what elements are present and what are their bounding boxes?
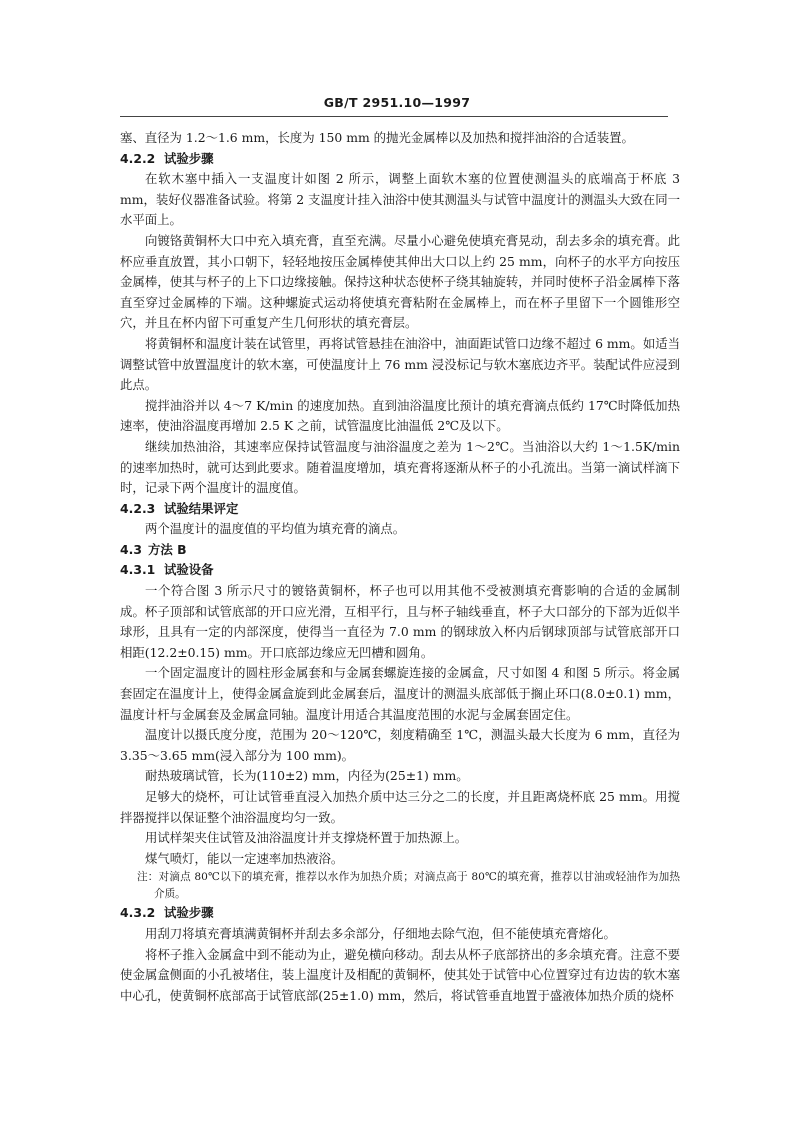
section-title: 试验结果评定 <box>164 500 239 516</box>
paragraph: 在软木塞中插入一支温度计如图 2 所示，调整上面软木塞的位置使测温头的底端高于杯底 3 mm，装好仪器准备试验。将第 2 支温度计挂入油浴中使其测温头与试管中温度计的测温头大致在同一水平面上。 <box>120 171 680 228</box>
paragraph: 用刮刀将填充膏填满黄铜杯并刮去多余部分，仔细地去除气泡，但不能使填充膏熔化。 <box>145 925 616 941</box>
section-heading-4-3 <box>120 540 680 561</box>
section-number: 4.2.3 <box>120 500 156 516</box>
paragraph-continuation: 塞、直径为 1.2～1.6 mm，长度为 150 mm 的抛光金属棒以及加热和搅拌油浴的合适装置。 <box>120 130 634 145</box>
page-header-standard-number: GB/T 2951.10—1997 <box>323 95 471 110</box>
paragraph: 一个固定温度计的圆柱形金属套和与金属套螺旋连接的金属盒，尺寸如图 4 和图 5 所示。将金属套固定在温度计上，使得金属盒旋到此金属套后，温度计的测温头底部低于搁止环口(8.0±0.1) mm，温度计杆与金属套及金属盒同轴。温度计用适合其温度范围的水泥与金属套固定住。 <box>120 665 680 722</box>
paragraph: 将黄铜杯和温度计装在试管里，再将试管悬挂在油浴中，油面距试管口边缘不超过 6 mm。如适当调整试管中放置温度计的软木塞，可使温度计上 76 mm 浸没标记与软木塞底边齐平。装配试件应浸到此点。 <box>120 335 680 393</box>
document-body <box>120 128 680 1006</box>
section-heading-4-3-1 <box>120 560 680 581</box>
paragraph: 用试样架夹住试管及油浴温度计并支撑烧杯置于加热源上。 <box>145 830 468 846</box>
paragraph: 耐热玻璃试管，长为(110±2) mm，内径为(25±1) mm。 <box>145 768 469 784</box>
section-number: 4.3 <box>120 541 142 557</box>
paragraph: 足够大的烧杯，可让试管垂直浸入加热介质中达三分之二的长度，并且距离烧杯底 25 mm。用搅拌器搅拌以保证整个油浴温度均匀一致。 <box>120 789 680 825</box>
section-heading-4-2-3 <box>120 499 680 520</box>
paragraph: 向镀铬黄铜杯大口中充入填充膏，直至充满。尽量小心避免使填充膏晃动，刮去多余的填充膏。此杯应垂直放置，其小口朝下，轻轻地按压金属棒使其伸出大口以上约 25 mm，向杯子的水平方向按压金属棒，使其与杯子的上下口边缘接触。保持这种状态使杯子绕其轴旋转，并同时使杯子沿金属棒下落直至穿过金属棒的下端。这种螺旋式运动将使填充膏粘附在金属棒上，而在杯子里留下一个圆锥形空穴，并且在杯内留下可重复产生几何形状的填充膏层。 <box>120 232 680 331</box>
note: 注：对滴点 80℃以下的填充膏，推荐以水作为加热介质；对滴点高于 80℃的填充膏，推荐以甘油或轻油作为加热介质。 <box>137 871 680 901</box>
paragraph: 煤气喷灯，能以一定速率加热液浴。 <box>145 850 344 866</box>
paragraph: 继续加热油浴，其速率应保持试管温度与油浴温度之差为 1～2℃。当油浴以大约 1～1.5K/min 的速率加热时，就可达到此要求。随着温度增加，填充膏将逐渐从杯子的小孔流出。当第一滴试样滴下时，记录下两个温度计的温度值。 <box>120 438 680 496</box>
paragraph: 温度计以摄氏度分度，范围为 20～120℃，刻度精确至 1℃，测温头最大长度为 6 mm，直径为 3.35～3.65 mm(浸入部分为 100 mm)。 <box>120 727 680 763</box>
section-number: 4.3.2 <box>120 905 156 921</box>
paragraph: 搅拌油浴并以 4～7 K/min 的速度加热。直到油浴温度比预计的填充膏滴点低约 17℃时降低加热速率，使油浴温度再增加 2.5 K 之前，试管温度比油温低 2℃及以下。 <box>120 397 680 434</box>
section-heading-4-3-2 <box>120 903 680 924</box>
section-number: 4.3.1 <box>120 562 156 578</box>
section-number: 4.2.2 <box>120 150 156 166</box>
paragraph: 一个符合图 3 所示尺寸的镀铬黄铜杯，杯子也可以用其他不受被测填充膏影响的合适的金属制成。杯子顶部和试管底部的开口应光滑，互相平行，且与杯子轴线垂直，杯子大口部分的下部为近似半球形，且具有一定的内部深度，使得当一直径为 7.0 mm 的钢球放入杯内后钢球顶部与试管底部开口相距(12.2±0.15) mm。开口底部边缘应无凹槽和圆角。 <box>120 583 680 660</box>
header-rule <box>120 116 668 117</box>
section-heading-4-2-2 <box>120 149 680 170</box>
section-title: 试验设备 <box>164 562 214 578</box>
section-title: 方法 B <box>148 541 187 557</box>
section-title: 试验步骤 <box>164 150 214 166</box>
paragraph: 两个温度计的温度值的平均值为填充膏的滴点。 <box>145 521 406 537</box>
section-title: 试验步骤 <box>164 905 214 921</box>
paragraph: 将杯子推入金属盒中到不能动为止，避免横向移动。刮去从杯子底部挤出的多余填充膏。注意不要使金属盒侧面的小孔被堵住，装上温度计及相配的黄铜杯，使其处于试管中心位置穿过有边齿的软木塞中心孔，使黄铜杯底部高于试管底部(25±1.0) mm，然后，将试管垂直地置于盛液体加热介质的烧杯 <box>120 946 680 1003</box>
